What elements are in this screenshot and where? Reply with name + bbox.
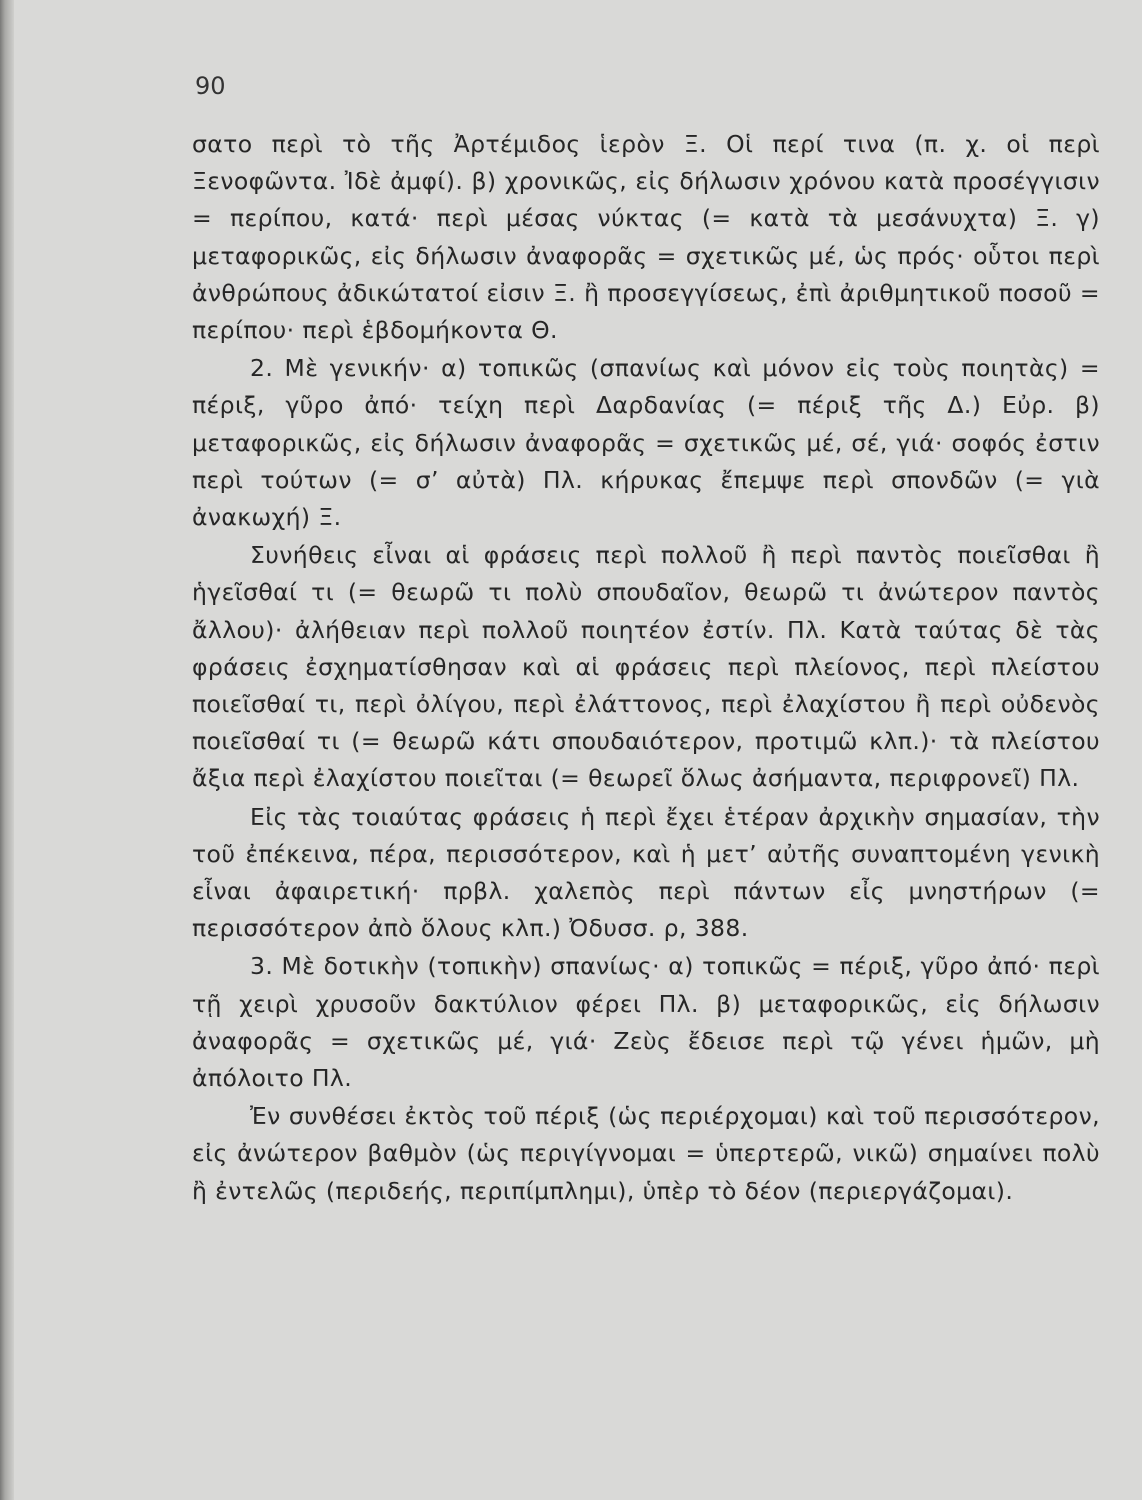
paragraph-continuation: σατο περὶ τὸ τῆς Ἀρτέμιδος ἱερὸν Ξ. Οἱ περί τινα (π. χ. οἱ περὶ Ξενοφῶντα. Ἰδὲ ἀμφί). β) χρονικῶς, εἰς δήλωσιν χρόνου κατὰ προσέγγισιν = περίπου, κατά· περὶ μέσας νύκτας (= κατὰ τὰ μεσάνυχτα) Ξ. γ) μεταφορικῶς, εἰς δήλωσιν ἀναφορᾶς = σχετικῶς μέ, ὡς πρός· οὗτοι περὶ ἀνθρώπους ἀδικώτατοί εἰσιν Ξ. ἢ προσεγγίσεως, ἐπὶ ἀριθμητικοῦ ποσοῦ = περίπου· περὶ ἑβδομήκοντα Θ. [192,130,1100,345]
page-number: 90 [195,72,226,100]
body-text [192,126,1100,1211]
paragraph-genitive: 2. Μὲ γενικήν· α) τοπικῶς (σπανίως καὶ μόνον εἰς τοὺς ποιητὰς) = πέριξ, γῦρο ἀπό· τείχη περὶ Δαρδανίας (= πέριξ τῆς Δ.) Εὐρ. β) μεταφορικῶς, εἰς δήλωσιν ἀναφορᾶς = σχετικῶς μέ, σέ, γιά· σοφός ἐστιν περὶ τούτων (= σ’ αὐτὰ) Πλ. κήρυκας ἔπεμψε περὶ σπονδῶν (= γιὰ ἀνακωχή) Ξ. [192,354,1100,532]
paragraph-adverbial: Εἰς τὰς τοιαύτας φράσεις ἡ περὶ ἔχει ἑτέραν ἀρχικὴν σημασίαν, τὴν τοῦ ἐπέκεινα, πέρα, περισσότερον, καὶ ἡ μετ’ αὐτῆς συναπτομένη γενικὴ εἶναι ἀφαιρετική· πρβλ. χαλεπὸς περὶ πάντων εἶς μνηστήρων (= περισσότερον ἀπὸ ὅλους κλπ.) Ὀδυσσ. ρ, 388. [192,802,1100,943]
paragraph-dative: 3. Μὲ δοτικὴν (τοπικὴν) σπανίως· α) τοπικῶς = πέριξ, γῦρο ἀπό· περὶ τῇ χειρὶ χρυσοῦν δακτύλιον φέρει Πλ. β) μεταφορικῶς, εἰς δήλωσιν ἀναφορᾶς = σχετικῶς μέ, γιά· Ζεὺς ἔδεισε περὶ τῷ γένει ἡμῶν, μὴ ἀπόλοιτο Πλ. [192,952,1100,1093]
paragraph-phrases: Συνήθεις εἶναι αἱ φράσεις περὶ πολλοῦ ἢ περὶ παντὸς ποιεῖσθαι ἢ ἡγεῖσθαί τι (= θεωρῶ τι πολὺ σπουδαῖον, θεωρῶ τι ἀνώτερον παντὸς ἄλλου)· ἀλήθειαν περὶ πολλοῦ ποιητέον ἐστίν. Πλ. Κατὰ ταύτας δὲ τὰς φράσεις ἐσχηματίσθησαν καὶ αἱ φράσεις περὶ πλείονος, περὶ πλείστου ποιεῖσθαί τι, περὶ ὀλίγου, περὶ ἐλάττονος, περὶ ἐλαχίστου ἢ περὶ οὐδενὸς ποιεῖσθαί τι (= θεωρῶ κάτι σπουδαιότερον, προτιμῶ κλπ.)· τὰ πλείστου ἄξια περὶ ἐλαχίστου ποιεῖται (= θεωρεῖ ὅλως ἀσήμαντα, περιφρονεῖ) Πλ. [192,541,1100,793]
page-binding-edge [0,0,14,1500]
paragraph-compounds: Ἐν συνθέσει ἐκτὸς τοῦ πέριξ (ὡς περιέρχομαι) καὶ τοῦ περισσότερον, εἰς ἀνώτερον βαθμὸν (ὡς περιγίγνομαι = ὑπερτερῶ, νικῶ) σημαίνει πολὺ ἢ ἐντελῶς (περιδεής, περιπίμπλημι), ὑπὲρ τὸ δέον (περιεργάζομαι). [192,1102,1100,1205]
